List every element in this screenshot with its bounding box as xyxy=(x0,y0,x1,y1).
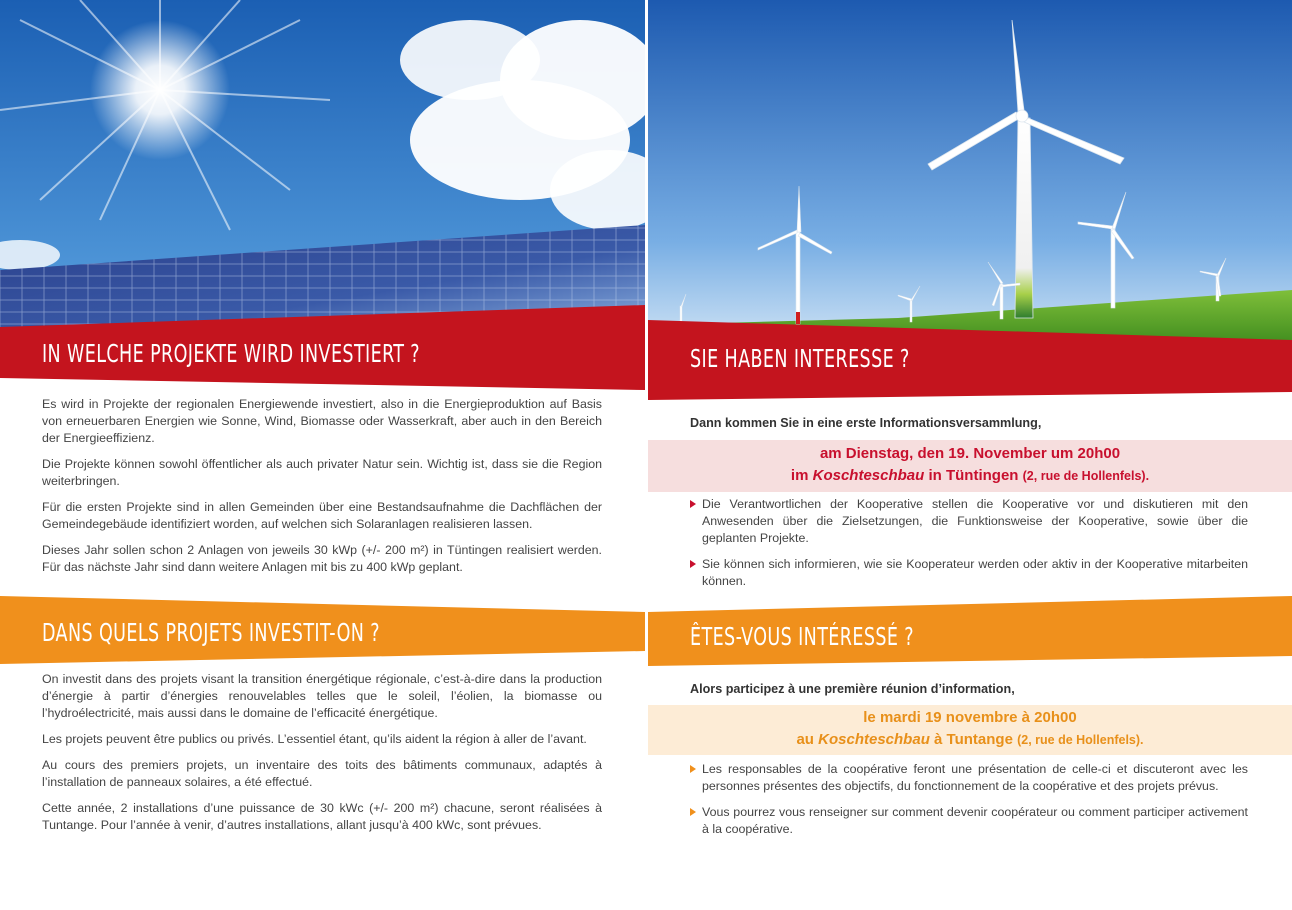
de-paragraph: Es wird in Projekte der regionalen Energiewende investiert, also in die Energieproduktion auf Basis von erneuerbaren Energien wie Sonne, Wind, Biomasse oder Wasserkraft, aber auch in den Bereich der Energieeffizienz. xyxy=(42,397,602,445)
bullet-triangle-icon xyxy=(690,765,696,773)
fr-event-place: Koschteschbau xyxy=(818,731,930,748)
fr-heading-banner xyxy=(0,596,645,666)
de-cta-banner xyxy=(648,320,1292,402)
fr-paragraph: Les projets peuvent être publics ou privés. L’essentiel étant, qu’ils aident la région à aller de l’avant. xyxy=(42,732,587,746)
bullet-triangle-icon xyxy=(690,808,696,816)
solar-photo xyxy=(0,0,645,335)
de-event-address: (2, rue de Hollenfels). xyxy=(1022,469,1150,483)
fr-event-date: le mardi 19 novembre à 20h00 xyxy=(863,709,1077,726)
list-item: Les responsables de la coopérative feront une présentation de celle-ci et discuteront avec les personnes présentes des objectifs, du fonctionnement de la coopérative et des projets prévus. xyxy=(690,761,1248,795)
de-paragraph: Dieses Jahr sollen schon 2 Anlagen von jeweils 30 kWp (+/- 200 m²) in Tüntingen realisiert werden. Für das nächste Jahr sind dann weitere Anlagen mit bis zu 400 kWp geplant. xyxy=(42,543,602,574)
fr-event-box xyxy=(648,705,1292,755)
de-lead: Dann kommen Sie in eine erste Informationsversammlung, xyxy=(690,416,1042,430)
solar-panel-icon xyxy=(0,0,645,335)
wind-turbine-icon xyxy=(648,0,1292,345)
bullet-triangle-icon xyxy=(690,500,696,508)
fr-cta-banner xyxy=(648,596,1292,668)
de-event-location: im Koschteschbau in Tüntingen (2, rue de Hollenfels). xyxy=(790,467,1150,484)
fr-cta-heading: ÊTES-VOUS INTÉRESSÉ ? xyxy=(690,622,915,651)
de-paragraph: Die Projekte können sowohl öffentlicher als auch privater Natur sein. Wichtig ist, dass sie die Region weiterbringen. xyxy=(42,457,602,488)
list-item: Vous pourrez vous renseigner sur comment devenir coopérateur ou comment participer activement à la coopérative. xyxy=(690,804,1248,838)
fr-heading: DANS QUELS PROJETS INVESTIT-ON ? xyxy=(42,618,380,647)
de-event-place: Koschteschbau xyxy=(812,467,925,484)
fr-event-location: au Koschteschbau à Tuntange (2, rue de Hollenfels). xyxy=(796,731,1144,748)
de-body xyxy=(42,396,602,585)
de-event-box xyxy=(648,440,1292,492)
list-item: Die Verantwortlichen der Kooperative stellen die Kooperative vor und diskutieren mit den Anwesenden über die Zielsetzungen, die Funktionsweise der Kooperative, sowie über die geplanten Projekte. xyxy=(690,496,1248,547)
de-cta-heading: SIE HABEN INTERESSE ? xyxy=(690,344,910,373)
fr-paragraph: On investit dans des projets visant la transition énergétique régionale, c’est-à-dire dans la production d’énergie à partir d’énergies renouvelables telles que le soleil, l’éolien, la biomasse ou l’hydroélectricité, mais aussi dans le domaine de l’efficacité énergétique. xyxy=(42,672,602,720)
fr-body xyxy=(42,671,602,843)
de-heading-banner xyxy=(0,305,645,390)
list-item: Sie können sich informieren, wie sie Kooperateur werden oder aktiv in der Kooperative mitarbeiten können. xyxy=(690,556,1248,590)
de-heading: IN WELCHE PROJEKTE WIRD INVESTIERT ? xyxy=(42,339,421,368)
fr-paragraph: Cette année, 2 installations d’une puissance de 30 kWc (+/- 200 m²) chacune, seront réalisées à Tuntange. Pour l’année à venir, d’autres installations, allant jusqu’à 400 kWc, sont prévues. xyxy=(42,801,602,832)
fr-paragraph: Au cours des premiers projets, un inventaire des toits des bâtiments communaux, adaptés à l’installation de panneaux solaires, a été effectué. xyxy=(42,758,602,789)
wind-photo xyxy=(648,0,1292,345)
fr-bullet-list xyxy=(690,761,1248,847)
right-panel xyxy=(648,0,1292,910)
de-bullet-list xyxy=(690,496,1248,599)
de-event-date: am Dienstag, den 19. November um 20h00 xyxy=(819,445,1121,462)
fr-lead: Alors participez à une première réunion d’information, xyxy=(690,682,1015,696)
de-paragraph: Für die ersten Projekte sind in allen Gemeinden über eine Bestandsaufnahme die Dachflächen der Gemeindegebäude identifiziert worden, auf welchen sich Solaranlagen realisieren lassen. xyxy=(42,500,602,531)
bullet-triangle-icon xyxy=(690,560,696,568)
fr-event-address: (2, rue de Hollenfels). xyxy=(1017,733,1144,747)
left-panel xyxy=(0,0,645,910)
